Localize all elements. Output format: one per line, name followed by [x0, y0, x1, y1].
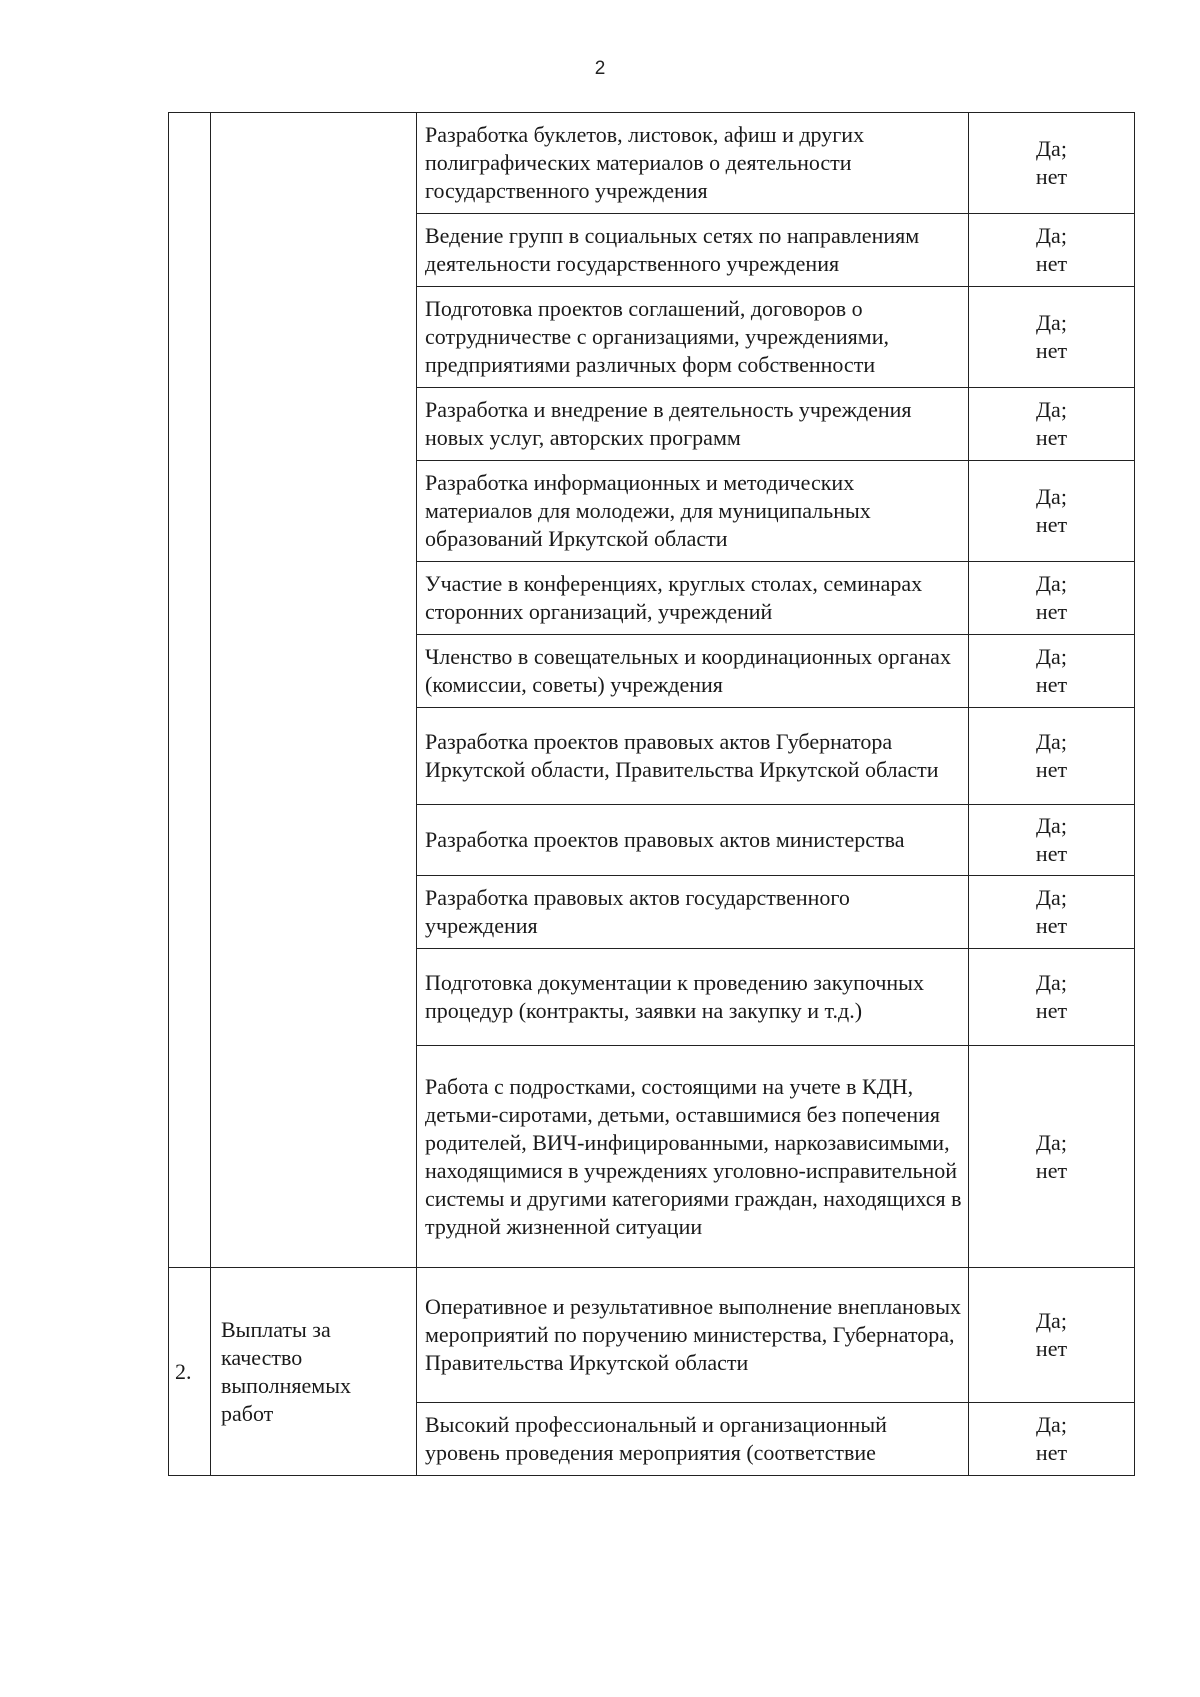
criterion-text: Членство в совещательных и координационных органах (комиссии, советы) учреждения: [425, 644, 951, 697]
value-cell: [969, 876, 1135, 949]
value-yes: Да;: [1036, 484, 1067, 509]
section-name: Выплаты за качество выполняемых работ: [221, 1316, 351, 1426]
criterion-cell: [417, 287, 969, 388]
value-yes: Да;: [1036, 1412, 1067, 1437]
value-no: нет: [1035, 1336, 1068, 1361]
criterion-cell: [417, 876, 969, 949]
criterion-text: Ведение групп в социальных сетях по направлениям деятельности государственного учреждения: [425, 223, 920, 276]
value-no: нет: [1035, 251, 1068, 276]
criterion-cell: [417, 1046, 969, 1268]
value-yes: Да;: [1036, 397, 1067, 422]
criterion-text: Разработка буклетов, листовок, афиш и других полиграфических материалов о деятельности государственного учреждения: [425, 122, 865, 203]
value-yes: Да;: [1036, 136, 1067, 161]
criterion-text: Подготовка документации к проведению закупочных процедур (контракты, заявки на закупку и т.д.): [425, 970, 924, 1023]
value-cell: [969, 635, 1135, 708]
criterion-text: Участие в конференциях, круглых столах, семинарах сторонних организаций, учреждений: [425, 571, 923, 624]
criterion-text: Оперативное и результативное выполнение внеплановых мероприятий по поручению министерства, Губернатора, Правительства Иркутской области: [425, 1294, 961, 1375]
section-number-cell: [169, 113, 211, 1268]
criterion-cell: [417, 708, 969, 805]
value-no: нет: [1035, 757, 1068, 782]
section-number-cell: [169, 1268, 211, 1476]
criterion-text: Разработка проектов правовых актов Губернатора Иркутской области, Правительства Иркутской области: [425, 729, 939, 782]
table-row: [169, 1268, 1135, 1403]
value-yes: Да;: [1036, 885, 1067, 910]
value-yes: Да;: [1036, 1129, 1067, 1155]
page-number: 2: [594, 58, 606, 79]
value-cell: [969, 1046, 1135, 1268]
value-yes: Да;: [1036, 644, 1067, 669]
criterion-cell: [417, 805, 969, 876]
value-yes: Да;: [1036, 571, 1067, 596]
section-name-cell: [211, 1268, 417, 1476]
criterion-cell: [417, 949, 969, 1046]
value-cell: [969, 805, 1135, 876]
value-cell: [969, 388, 1135, 461]
criterion-text: Разработка информационных и методических материалов для молодежи, для муниципальных образований Иркутской области: [425, 470, 871, 551]
value-no: нет: [1035, 338, 1068, 363]
value-yes: Да;: [1036, 813, 1067, 838]
value-yes: Да;: [1036, 310, 1067, 335]
section-number: 2.: [175, 1358, 192, 1384]
value-no: нет: [1035, 1440, 1068, 1465]
table-row: [169, 113, 1135, 214]
criterion-cell: [417, 388, 969, 461]
criterion-cell: [417, 461, 969, 562]
criterion-text: Работа с подростками, состоящими на учете в КДН, детьми-сиротами, детьми, оставшимися без попечения родителей, ВИЧ-инфицированными, наркозависимыми, находящимися в учреждениях уголовно-исправительной системы и другими категориями граждан, находящихся в трудной жизненной ситуации: [425, 1073, 962, 1239]
value-no: нет: [1035, 672, 1068, 697]
value-cell: [969, 708, 1135, 805]
criterion-text: Разработка правовых актов государственного учреждения: [425, 885, 850, 938]
criterion-text: Высокий профессиональный и организационный уровень проведения мероприятия (соответствие: [425, 1412, 887, 1465]
criterion-cell: [417, 1403, 969, 1476]
value-no: нет: [1035, 913, 1068, 938]
criterion-cell: [417, 214, 969, 287]
value-no: нет: [1035, 841, 1068, 866]
value-cell: [969, 1268, 1135, 1403]
value-yes: Да;: [1036, 1308, 1067, 1333]
value-yes: Да;: [1036, 729, 1067, 754]
criterion-text: Разработка и внедрение в деятельность учреждения новых услуг, авторских программ: [425, 397, 912, 450]
value-cell: [969, 214, 1135, 287]
value-no: нет: [1035, 425, 1068, 450]
criterion-text: Подготовка проектов соглашений, договоров о сотрудничестве с организациями, учреждениями, предприятиями различных форм собственности: [425, 296, 889, 377]
value-no: нет: [1035, 164, 1068, 189]
value-yes: Да;: [1036, 223, 1067, 248]
value-cell: [969, 1403, 1135, 1476]
criterion-cell: [417, 635, 969, 708]
value-no: нет: [1035, 599, 1068, 624]
value-cell: [969, 113, 1135, 214]
value-cell: [969, 949, 1135, 1046]
criterion-cell: [417, 1268, 969, 1403]
criterion-cell: [417, 113, 969, 214]
value-cell: [969, 287, 1135, 388]
value-no: нет: [1035, 1157, 1068, 1183]
value-no: нет: [1035, 512, 1068, 537]
criteria-table: [168, 112, 1135, 1476]
value-yes: Да;: [1036, 970, 1067, 995]
criterion-text: Разработка проектов правовых актов министерства: [425, 827, 905, 852]
value-cell: [969, 562, 1135, 635]
value-no: нет: [1035, 998, 1068, 1023]
section-name-cell: [211, 113, 417, 1268]
criterion-cell: [417, 562, 969, 635]
value-cell: [969, 461, 1135, 562]
